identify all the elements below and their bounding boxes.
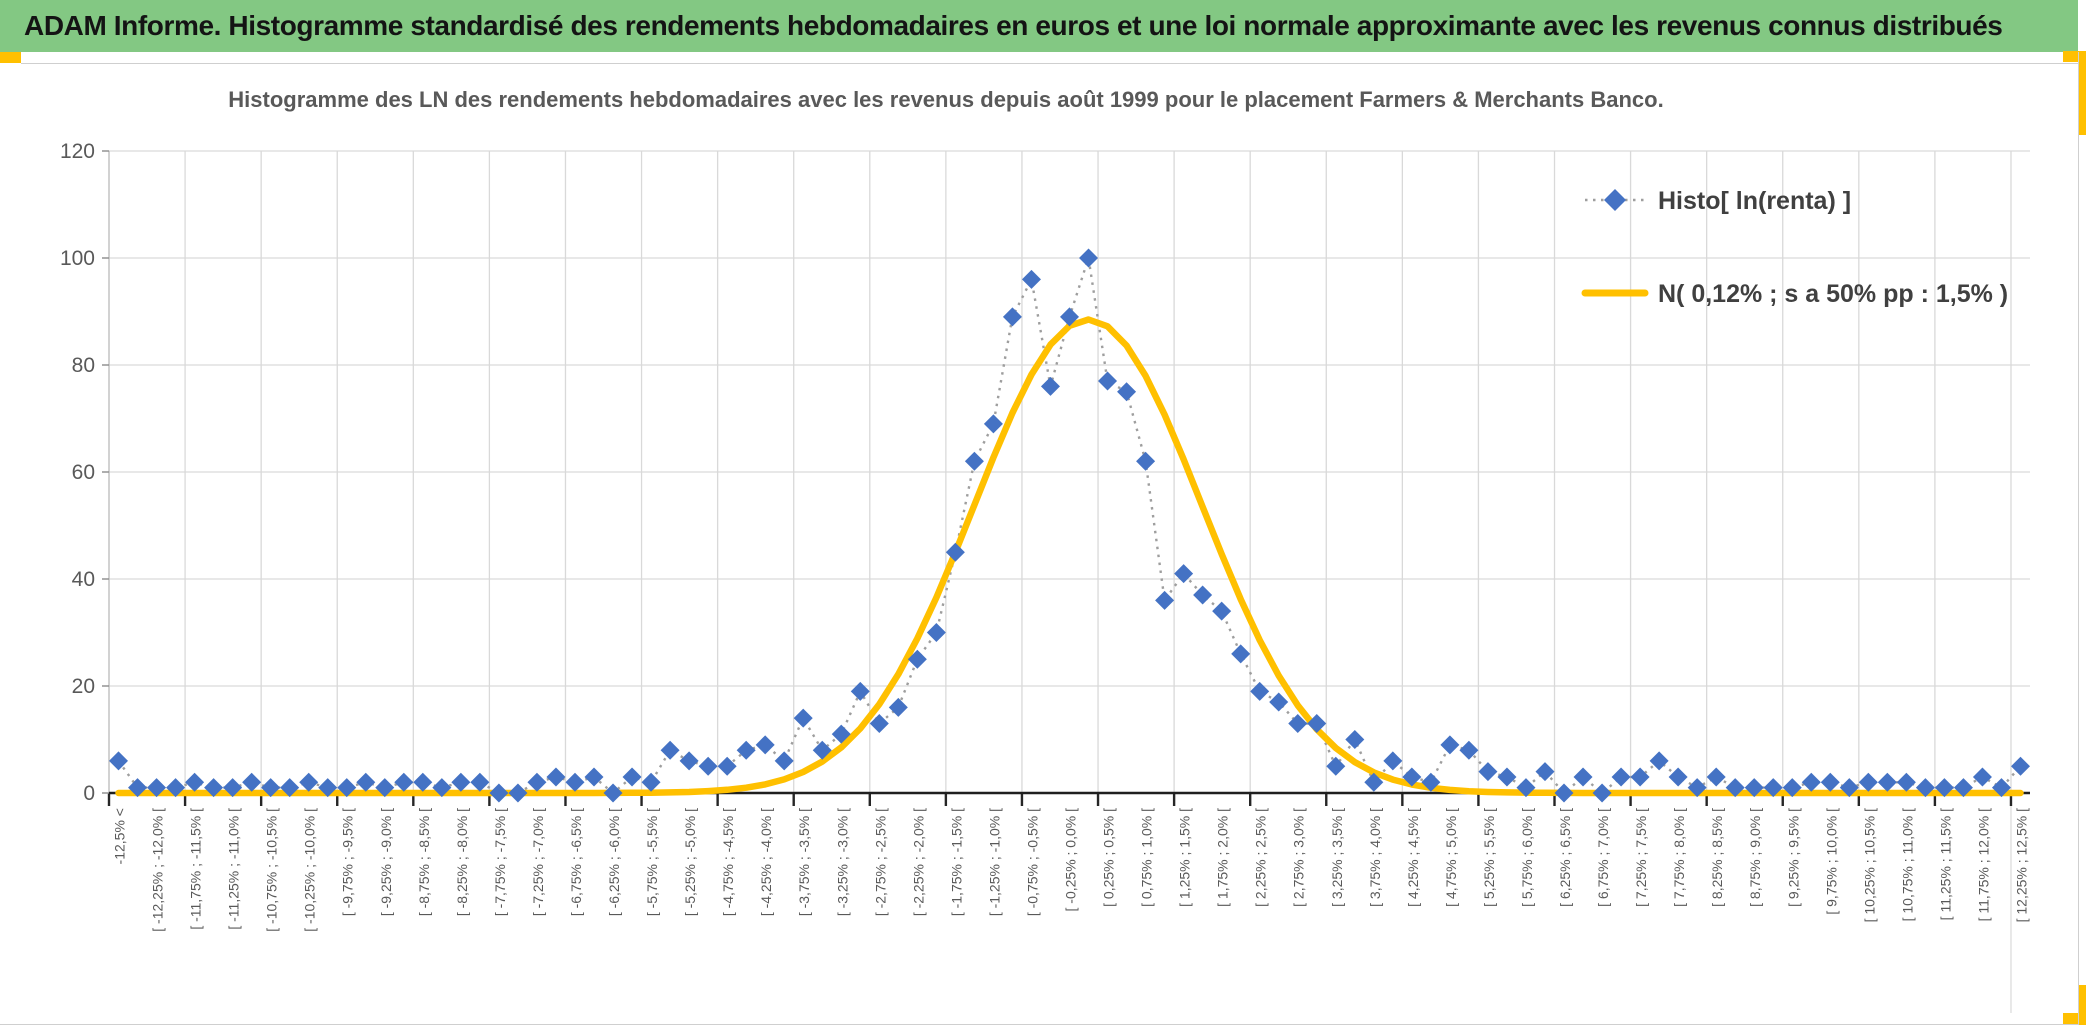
x-tick-label: [ 8,25% ; 8,5% [	[1709, 808, 1726, 907]
x-tick-label: [ 6,75% ; 7,0% [	[1595, 808, 1612, 907]
diamond-marker	[1707, 767, 1726, 786]
legend-label: Histo[ ln(renta) ]	[1658, 187, 1852, 215]
series-layer	[109, 249, 2030, 803]
y-tick-label: 120	[59, 140, 95, 163]
normal-curve	[119, 320, 2021, 794]
diamond-marker	[299, 773, 318, 792]
diamond-marker	[1593, 784, 1612, 803]
x-tick-label: [ 6,25% ; 6,5% [	[1557, 808, 1574, 907]
diamond-marker	[661, 741, 680, 760]
diamond-marker	[889, 698, 908, 717]
x-tick-label: [ -2,75% ; -2,5% [	[872, 808, 889, 917]
x-tick-label: [ -0,75% ; -0,5% [	[1024, 808, 1041, 917]
x-tick-label: [ -9,25% ; -9,0% [	[377, 808, 394, 917]
diamond-marker	[794, 709, 813, 728]
diamond-marker	[1345, 730, 1364, 749]
diamond-marker	[737, 741, 756, 760]
x-tick-label: [ -2,25% ; -2,0% [	[910, 807, 927, 917]
gold-accent-left	[0, 52, 21, 63]
x-tick-label: [ 10,25% ; 10,5% [	[1861, 808, 1878, 923]
diamond-marker	[470, 773, 489, 792]
text-layer	[60, 87, 2030, 932]
diamond-marker	[185, 773, 204, 792]
diamond-marker	[680, 751, 699, 770]
diamond-marker	[413, 773, 432, 792]
diamond-marker	[965, 452, 984, 471]
diamond-marker	[1631, 767, 1650, 786]
diamond-marker	[546, 767, 565, 786]
sheet-gridline-vertical	[2078, 52, 2079, 1025]
diamond-marker	[1878, 773, 1897, 792]
x-tick-label: [ 11,75% ; 12,0% [	[1975, 808, 1992, 922]
sheet-gridline-horizontal-bottom	[0, 1024, 2079, 1025]
x-tick-label: [ -6,75% ; -6,5% [	[567, 808, 584, 917]
diamond-marker	[1136, 452, 1155, 471]
diamond-marker	[1003, 307, 1022, 326]
y-tick-label: 100	[59, 247, 95, 270]
diamond-marker	[1212, 602, 1231, 621]
diamond-marker	[699, 757, 718, 776]
x-tick-label: [ 7,75% ; 8,0% [	[1671, 808, 1688, 907]
diamond-marker	[775, 751, 794, 770]
x-tick-label: [ -10,75% ; -10,5% [	[263, 808, 280, 932]
x-tick-label: [ 3,25% ; 3,5% [	[1328, 808, 1345, 907]
x-tick-label: [ -5,25% ; -5,0% [	[682, 808, 699, 917]
x-tick-label: [ -6,25% ; -6,0% [	[606, 808, 623, 917]
diamond-marker	[1231, 644, 1250, 663]
diamond-marker	[109, 751, 128, 770]
diamond-marker	[2011, 757, 2030, 776]
diamond-marker	[1155, 591, 1174, 610]
x-tick-label: [ -7,75% ; -7,5% [	[491, 808, 508, 917]
diamond-marker	[1440, 735, 1459, 754]
diamond-marker	[508, 784, 527, 803]
diamond-marker	[1555, 784, 1574, 803]
diamond-marker	[1326, 757, 1345, 776]
diamond-marker	[394, 773, 413, 792]
x-tick-label: [ 10,75% ; 11,0% [	[1899, 808, 1916, 922]
x-tick-label: [ -10,25% ; -10,0% [	[301, 808, 318, 932]
diamond-marker	[1497, 767, 1516, 786]
x-tick-label: [ -1,75% ; -1,5% [	[948, 807, 965, 917]
x-tick-label: [ -0,25% ; 0,0% [	[1062, 808, 1079, 912]
diamond-marker	[1574, 767, 1593, 786]
diamond-marker	[1022, 270, 1041, 289]
diamond-marker	[1859, 773, 1878, 792]
x-tick-label: [ 4,25% ; 4,5% [	[1404, 808, 1421, 907]
x-tick-label: [ 7,25% ; 7,5% [	[1633, 808, 1650, 907]
legend-label: N( 0,12% ; s a 50% pp : 1,5% )	[1658, 280, 2009, 308]
legend-entry-histogram[interactable]	[1585, 187, 1851, 215]
x-tick-label: [ 0,25% ; 0,5% [	[1100, 808, 1117, 907]
y-tick-label: 80	[71, 354, 95, 377]
diamond-marker	[756, 735, 775, 754]
legend-diamond-icon	[1604, 189, 1626, 211]
x-tick-label: -12,5% <	[111, 808, 128, 865]
x-tick-label: [ -7,25% ; -7,0% [	[529, 808, 546, 917]
diamond-marker	[851, 682, 870, 701]
page-title: ADAM Informe. Histogramme standardisé des rendements hebdomadaires en euros et une loi normale approximante avec les revenus connus distribués	[24, 10, 2003, 41]
diamond-marker	[642, 773, 661, 792]
diamond-marker	[1612, 767, 1631, 786]
x-tick-label: [ -3,25% ; -3,0% [	[834, 808, 851, 917]
y-tick-label: 60	[71, 461, 95, 484]
diamond-marker	[242, 773, 261, 792]
x-tick-label: [ -3,75% ; -3,5% [	[796, 808, 813, 917]
x-tick-label: [ 8,75% ; 9,0% [	[1747, 808, 1764, 907]
x-tick-label: [ 1,25% ; 1,5% [	[1176, 808, 1193, 907]
legend-entry-normal[interactable]	[1585, 280, 2008, 308]
diamond-marker	[1383, 751, 1402, 770]
x-tick-label: [ -11,75% ; -11,5% [	[187, 808, 204, 930]
x-tick-label: [ -12,25% ; -12,0% [	[149, 808, 166, 932]
x-tick-label: [ -5,75% ; -5,5% [	[644, 808, 661, 917]
y-tick-label: 0	[83, 782, 95, 805]
histogram-markers	[109, 249, 2030, 803]
x-tick-label: [ -1,25% ; -1,0% [	[986, 808, 1003, 917]
x-tick-label: [ 0,75% ; 1,0% [	[1138, 808, 1155, 907]
x-tick-label: [ 9,25% ; 9,5% [	[1785, 808, 1802, 907]
diamond-marker	[1098, 372, 1117, 391]
x-tick-label: [ -4,25% ; -4,0% [	[758, 808, 775, 917]
diamond-marker	[356, 773, 375, 792]
diamond-marker	[1973, 767, 1992, 786]
x-tick-label: [ 9,75% ; 10,0% [	[1823, 808, 1840, 915]
x-tick-label: [ -8,75% ; -8,5% [	[415, 808, 432, 917]
x-tick-label: [ 2,25% ; 2,5% [	[1252, 808, 1269, 907]
diamond-marker	[1478, 762, 1497, 781]
x-tick-label: [ -11,25% ; -11,0% [	[225, 808, 242, 930]
x-tick-label: [ 12,25% ; 12,5% [	[2013, 808, 2030, 923]
axis-layer	[102, 151, 2030, 806]
x-tick-label: [ -8,25% ; -8,0% [	[453, 808, 470, 917]
x-tick-label: [ 5,75% ; 6,0% [	[1518, 808, 1535, 907]
diamond-marker	[451, 773, 470, 792]
y-tick-label: 20	[71, 675, 95, 698]
x-tick-label: [ 5,25% ; 5,5% [	[1480, 808, 1497, 907]
x-tick-label: [ 4,75% ; 5,0% [	[1442, 808, 1459, 907]
diamond-marker	[489, 784, 508, 803]
diamond-marker	[527, 773, 546, 792]
chart-title: Histogramme des LN des rendements hebdomadaires avec les revenus depuis août 1999 pour le placement Farmers & Merchants Banco.	[228, 87, 1664, 112]
diamond-marker	[1250, 682, 1269, 701]
diamond-marker	[1079, 249, 1098, 268]
x-tick-label: [ -9,75% ; -9,5% [	[339, 808, 356, 917]
diamond-marker	[1041, 377, 1060, 396]
diamond-marker	[927, 623, 946, 642]
gold-accent-right-upper	[2079, 51, 2086, 135]
diamond-marker	[565, 773, 584, 792]
diamond-marker	[1269, 693, 1288, 712]
diamond-marker	[946, 543, 965, 562]
x-tick-label: [ 1,75% ; 2,0% [	[1214, 808, 1231, 907]
diamond-marker	[984, 414, 1003, 433]
header-bar	[0, 0, 2078, 52]
diamond-marker	[1117, 382, 1136, 401]
sheet-gridline-horizontal-top	[21, 63, 2078, 64]
diamond-marker	[1821, 773, 1840, 792]
x-tick-label: [ 2,75% ; 3,0% [	[1290, 808, 1307, 907]
y-tick-label: 40	[71, 568, 95, 591]
x-tick-label: [ 3,75% ; 4,0% [	[1366, 808, 1383, 907]
diamond-marker	[1802, 773, 1821, 792]
histogram-dotted-line	[119, 258, 2021, 793]
diamond-marker	[1897, 773, 1916, 792]
x-tick-label: [ 11,25% ; 11,5% [	[1937, 808, 1954, 921]
x-tick-label: [ -4,75% ; -4,5% [	[720, 808, 737, 917]
